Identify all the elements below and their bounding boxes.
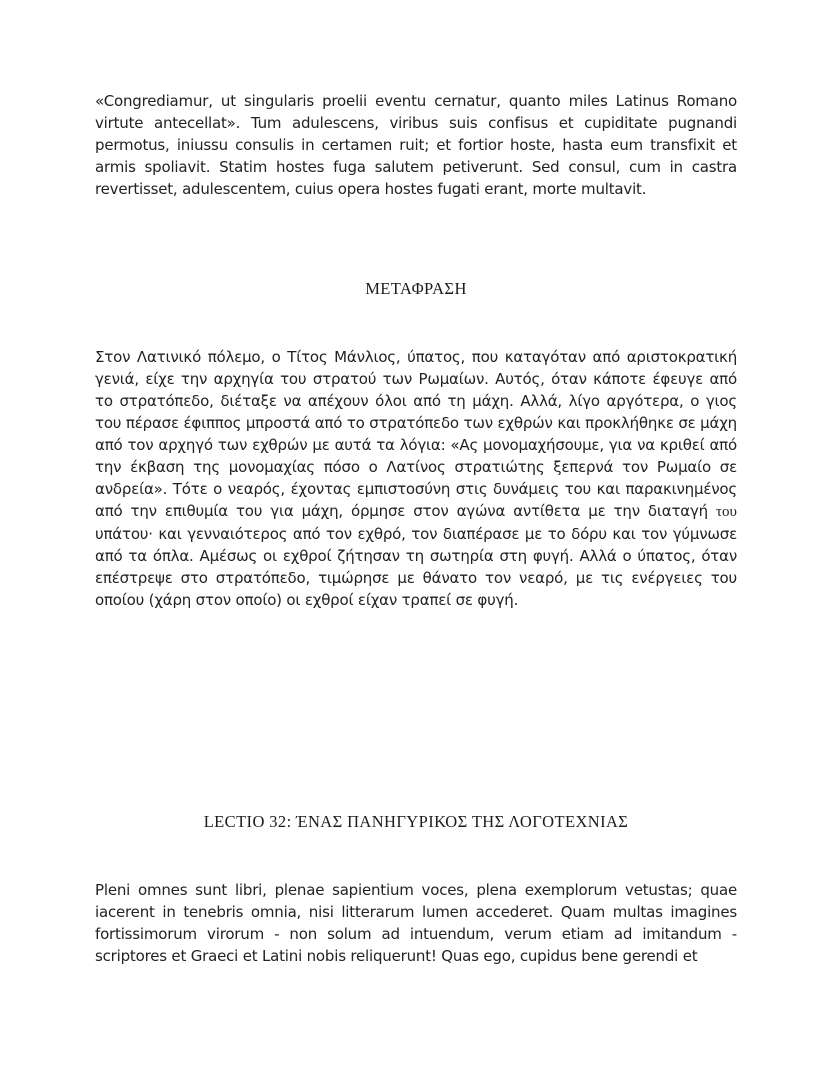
latin-paragraph-top: «Congrediamur, ut singularis proelii eventu cernatur, quanto miles Latinus Romano virtute antecellat». Tum adulescens, viribus suis confisus et cupiditate pugnandi permotus, iniussu consulis in certamen ruit; et fortior hoste, hasta eum transfixit et armis spoliavit. Statim hostes fuga salutem petiverunt. Sed consul, cum in castra revertisset, adulescentem, cuius opera hostes fugati erant, morte multavit. — [95, 92, 737, 198]
translation-heading: ΜΕΤΑΦΡΑΣΗ — [365, 279, 467, 298]
greek-serif-word: του — [716, 504, 737, 520]
greek-text-part-2: υπάτου· και γενναιότερος από τον εχθρό, τον διαπέρασε με το δόρυ και τον γύμνωσε από τα όπλα. Αμέσως οι εχθροί ζήτησαν τη σωτηρία στη φυγή. Αλλά ο ύπατος, όταν επέστρεψε στο στρατόπεδο, τιμώρησε με θάνατο τον νεαρό, με τις ενέργειες του οποίου (χάρη στον οποίο) οι εχθροί είχαν τραπεί σε φυγή. — [95, 525, 737, 609]
greek-text-part-1: Στον Λατινικό πόλεμο, ο Τίτος Μάνλιος, ύπατος, που καταγόταν από αριστοκρατική γενιά, είχε την αρχηγία του στρατού των Ρωμαίων. Αυτός, όταν κάποτε έφευγε από το στρατόπεδο, διέταξε να απέχουν όλοι από τη μάχη. Αλλά, λίγο αργότερα, ο γιος του πέρασε έφιππος μπροστά από το στρατόπεδο των εχθρών και προκλήθηκε σε μάχη από τον αρχηγό των εχθρών με αυτά τα λόγια: «Ας μονομαχήσουμε, για να κριθεί από την έκβαση της μονομαχίας πόσο ο Λατίνος στρατιώτης ξεπερνά τον Ρωμαίο σε ανδρεία». Τότε ο νεαρός, έχοντας εμπιστοσύνη στις δυνάμεις του και παρακινημένος από την επιθυμία του για μάχη, όρμησε στον αγώνα αντίθετα με την διαταγή — [95, 348, 737, 520]
greek-translation-paragraph — [95, 346, 737, 611]
latin-paragraph-bottom: Pleni omnes sunt libri, plenae sapientium voces, plena exemplorum vetustas; quae iacerent in tenebris omnia, nisi litterarum lumen accederet. Quam multas imagines fortissimorum virorum - non solum ad intuendum, verum etiam ad imitandum - scriptores et Graeci et Latini nobis reliquerunt! Quas ego, cupidus bene gerendi et — [95, 881, 737, 965]
lectio-heading: LECTIO 32: ΈΝΑΣ ΠΑΝΗΓΥΡΙΚΟΣ ΤΗΣ ΛΟΓΟΤΕΧΝΙΑΣ — [203, 812, 629, 831]
